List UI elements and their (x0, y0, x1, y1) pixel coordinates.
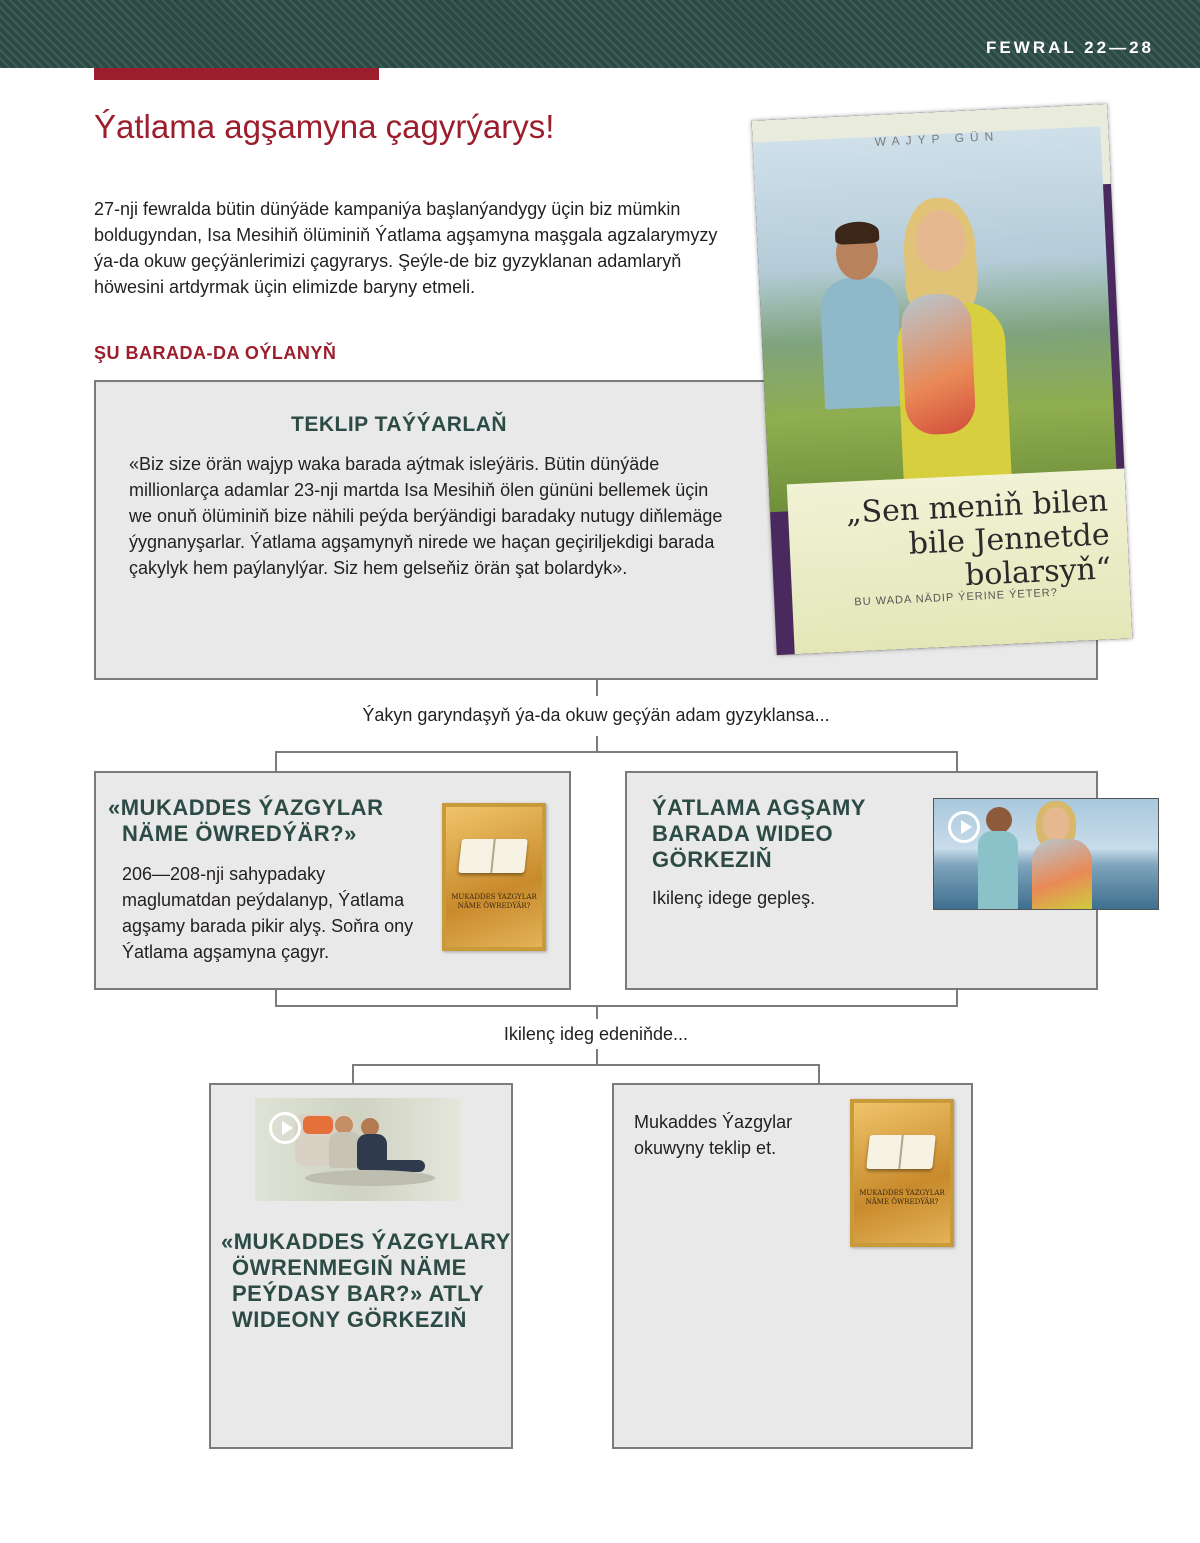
connector-label-2: Ikilenç ideg edeniňde... (503, 1024, 689, 1044)
c1-heading-line4: WIDEONY GÖRKEZIŇ (232, 1307, 467, 1332)
connector-line (275, 751, 277, 772)
woman-head (1042, 807, 1070, 841)
man-head (986, 807, 1012, 833)
connector-line (275, 990, 277, 1006)
connector-line (956, 751, 958, 772)
connector-line (956, 990, 958, 1006)
b1-text: 206—208-nji sahypadaky maglumatdan peýdalanyp, Ýatlama agşamy barada pikir alyş. Soňra ony Ýatlama agşamyna çagyr. (122, 864, 414, 962)
offer-text: «Biz size örän wajyp waka barada aýtmak isleýäris. Bütin dünýäde millionlarça adamlar 23-nji martda Isa Mesihiň ölen gününi bellemek üçin we onuň ölüminiň bize nähili peýda berýändigi baradaky nutugy diňlemäge ýygnanyşarlar. Ýatlama agşamynyň nirede we haçan geçiriljekdigi barada çakylyk hem paýlanylýar. Siz hem gelseňiz örän şat bolardyk». (129, 454, 723, 578)
date-range: FEWRAL 22—28 (986, 38, 1154, 57)
video-thumbnail-bible-study[interactable] (255, 1098, 461, 1201)
cover-quote: „Sen meniň bilen bile Jennetde bolarsyň“ (845, 483, 1112, 594)
b1-heading-line2: NÄME ÖWREDÝÄR?» (122, 821, 357, 846)
cushion (303, 1116, 333, 1134)
book-cover-title: MUKADDES ÝAZGYLAR NÄME ÖWREDÝÄR? (859, 1189, 945, 1206)
connector-line (596, 680, 598, 696)
bible-study-offer-box (612, 1083, 973, 1449)
b1-heading-line1: «MUKADDES ÝAZGYLAR (108, 795, 384, 820)
play-icon[interactable] (948, 811, 980, 843)
book-thumbnail (442, 803, 546, 951)
cover-photo (753, 126, 1118, 512)
man-figure (819, 276, 903, 410)
connector-line (275, 751, 958, 753)
c1-heading-line3: PEÝDASY BAR?» ATLY (232, 1281, 485, 1306)
connector-line (352, 1064, 354, 1084)
connector-line (352, 1064, 820, 1066)
connector-line (818, 1064, 820, 1084)
connector-line (596, 1049, 598, 1065)
b2-heading: ÝATLAMA AGŞAMY BARADA WIDEO GÖRKEZIŇ (652, 795, 866, 872)
c1-heading-line1: «MUKADDES ÝAZGYLARY (221, 1229, 511, 1254)
open-book-icon (866, 1135, 936, 1169)
connector-line (596, 736, 598, 752)
woman-scarf (900, 293, 977, 436)
accent-bar (94, 68, 379, 80)
cover-subtitle: BU WADA NÄDIP ÝERINE ÝETER? (854, 586, 1059, 609)
intro-paragraph: 27-nji fewralda bütin dünýäde kampaniýa başlanýandygy üçin biz mümkin boldugyndan, Isa Mesihiň ölüminiň Ýatlama agşamyna maşgala agzalarymyzy ýa-da okuw geçýänlerimizi çagyrarys. Şeýle-de biz gyzyklanan adamlaryň höwesini artdyrmak üçin elimizde baryny etmeli. (94, 199, 718, 297)
video-thumbnail-memorial[interactable] (933, 798, 1159, 910)
b2-text: Ikilenç idege gepleş. (652, 888, 816, 908)
book-thumbnail (850, 1099, 954, 1247)
man-hair (835, 221, 880, 245)
brochure-cover-image (752, 104, 1133, 655)
connector-line (275, 1005, 958, 1007)
floor-rug (305, 1170, 435, 1186)
page-title: Ýatlama agşamyna çagyrýarys! (94, 108, 555, 145)
man-figure (978, 831, 1018, 910)
c1-heading-line2: ÖWRENMEGIŇ NÄME (232, 1255, 467, 1280)
book-option-box (94, 771, 571, 990)
book-cover-title: MUKADDES ÝAZGYLAR NÄME ÖWREDÝÄR? (451, 893, 537, 910)
play-icon[interactable] (269, 1112, 301, 1144)
cover-label: WAJYP GÜN (874, 129, 1000, 149)
c2-text: Mukaddes Ýazgylar okuwyny teklip et. (634, 1112, 793, 1158)
open-book-icon (458, 839, 528, 873)
section-subheading: ŞU BARADA-DA OÝLANYŇ (94, 343, 337, 363)
connector-line (596, 1005, 598, 1019)
woman-figure (1032, 839, 1092, 910)
offer-heading: TEKLIP TAÝÝARLAŇ (291, 413, 508, 436)
connector-label-1: Ýakyn garyndaşyň ýa-da okuw geçýän adam gyzyklansa... (362, 705, 830, 725)
